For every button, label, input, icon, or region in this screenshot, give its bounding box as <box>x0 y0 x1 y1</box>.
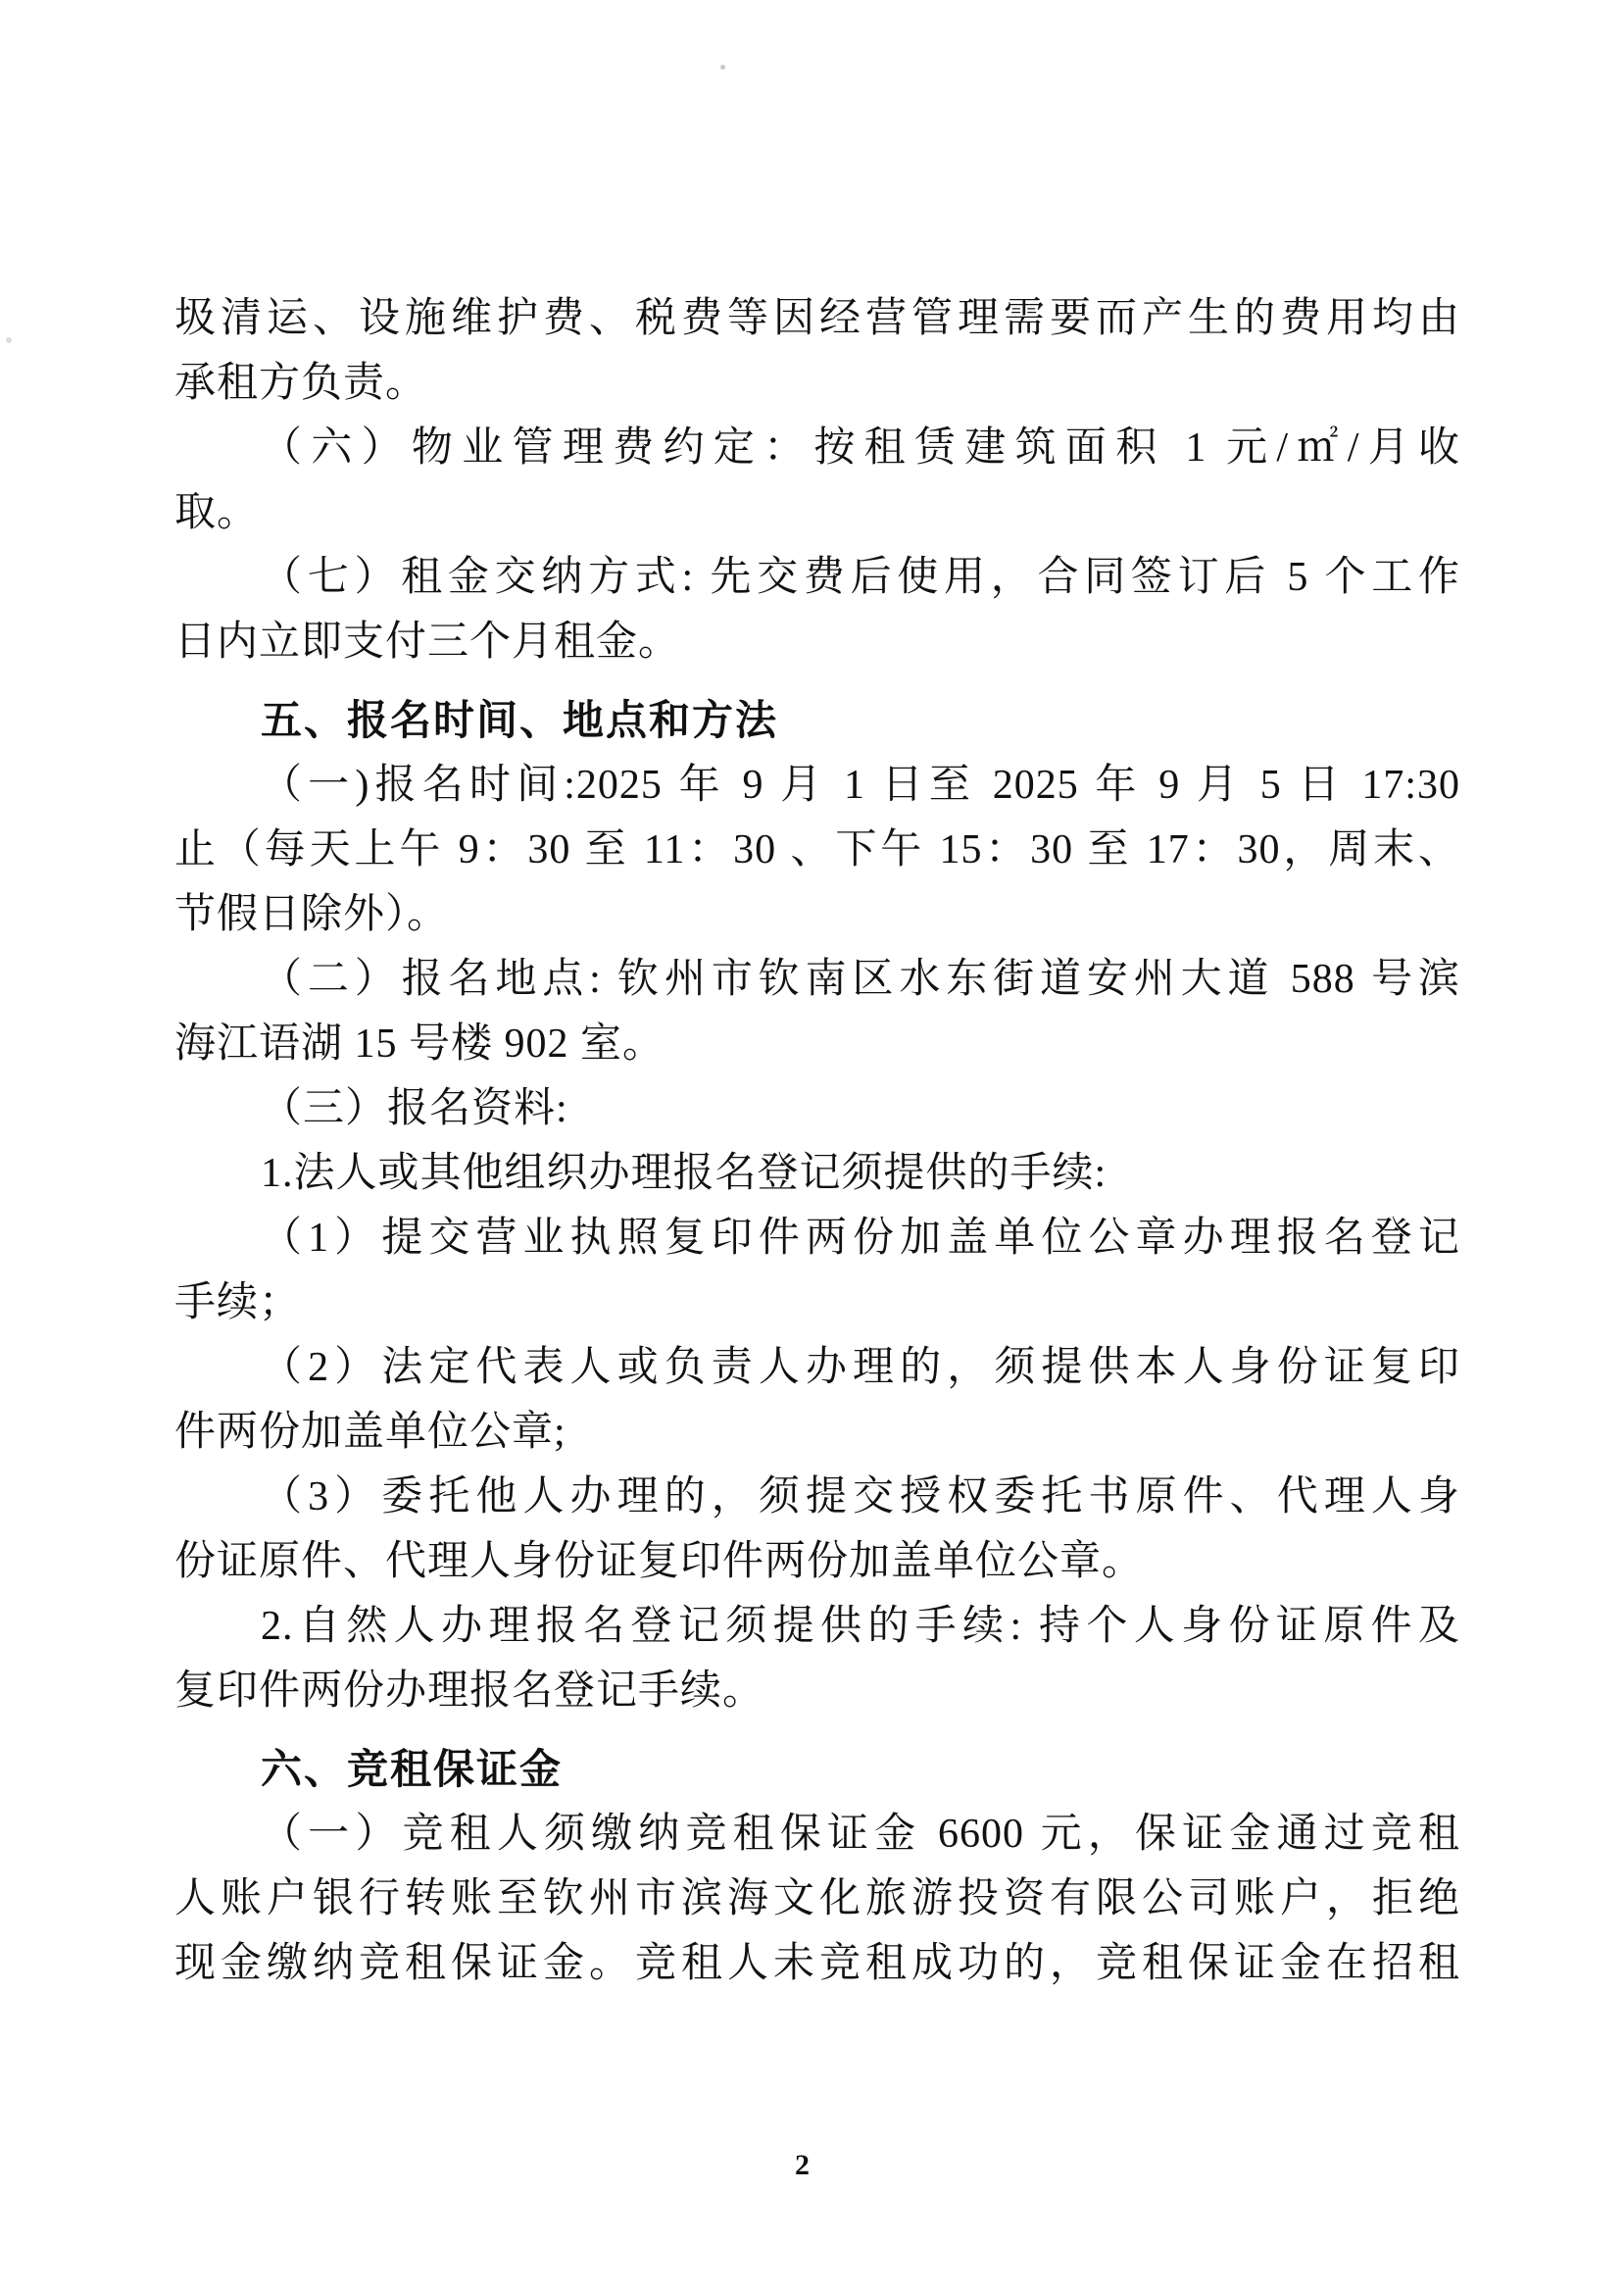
text-line: （三）报名资料: <box>261 1086 568 1131</box>
text-line: （一）竞租人须缴纳竞租保证金 6600 元，保证金通过竞租 <box>261 1812 1460 1857</box>
text-line: 节假日除外）。 <box>174 892 450 937</box>
text-line: 承租方负责。 <box>174 361 428 406</box>
text-line: （二）报名地点: 钦州市钦南区水东街道安州大道 588 号滨 <box>261 957 1460 1002</box>
text-line: 止（每天上午 9：30 至 11：30 、下午 15：30 至 17：30，周末、 <box>174 827 1460 872</box>
text-line: 1.法人或其他组织办理报名登记须提供的手续: <box>261 1151 1107 1196</box>
text-line: 件两份加盖单位公章; <box>174 1410 566 1455</box>
section-heading: 六、竞租保证金 <box>261 1746 564 1792</box>
text-line: （七）租金交纳方式: 先交费后使用，合同签订后 5 个工作 <box>261 555 1460 600</box>
scan-speck <box>720 65 725 70</box>
text-line: （六）物业管理费约定：按租赁建筑面积 1 元/㎡/月收 <box>261 425 1460 471</box>
text-line: 日内立即支付三个月租金。 <box>174 620 681 665</box>
text-line: 取。 <box>174 490 260 535</box>
text-line: （2）法定代表人或负责人办理的，须提供本人身份证复印 <box>261 1345 1460 1390</box>
text-line: （1）提交营业执照复印件两份加盖单位公章办理报名登记 <box>261 1216 1460 1261</box>
scan-speck <box>6 337 12 343</box>
text-line: 人账户银行转账至钦州市滨海文化旅游投资有限公司账户，拒绝 <box>174 1876 1460 1921</box>
section-heading: 五、报名时间、地点和方法 <box>261 697 779 743</box>
text-line: （3）委托他人办理的，须提交授权委托书原件、代理人身 <box>261 1474 1460 1519</box>
text-line: （一)报名时间:2025 年 9 月 1 日至 2025 年 9 月 5 日 17:30 <box>261 763 1460 808</box>
text-line: 现金缴纳竞租保证金。竞租人未竞租成功的，竞租保证金在招租 <box>174 1941 1460 1986</box>
page-number: 2 <box>795 2149 810 2181</box>
document-body <box>174 286 1460 1996</box>
text-line: 手续； <box>174 1280 302 1325</box>
text-line: 份证原件、代理人身份证复印件两份加盖单位公章。 <box>174 1539 1145 1584</box>
text-line: 海江语湖 15 号楼 902 室。 <box>174 1021 665 1067</box>
text-line: 2.自然人办理报名登记须提供的手续: 持个人身份证原件及 <box>261 1604 1460 1649</box>
text-line: 复印件两份办理报名登记手续。 <box>174 1668 765 1714</box>
text-line: 圾清运、设施维护费、税费等因经营管理需要而产生的费用均由 <box>174 296 1460 341</box>
